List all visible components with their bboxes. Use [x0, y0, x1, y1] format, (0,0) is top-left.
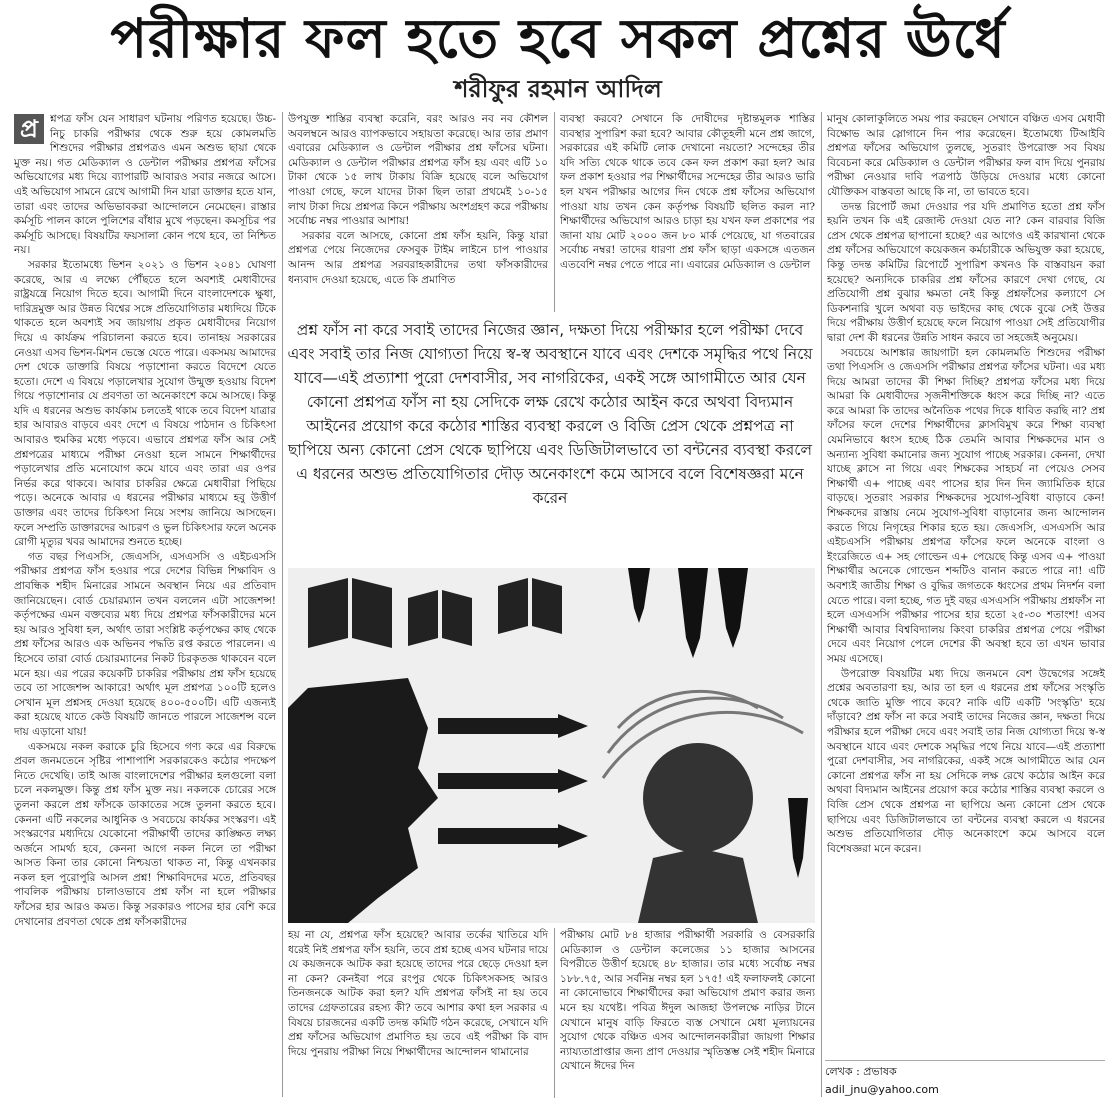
paragraph: সবচেয়ে আশঙ্কার জায়গাটা হল কোমলমতি শিশুদের পরীক্ষা তথা পিএসসি ও জেএসসি পরীক্ষার প্রশ্নপত্র ফাঁসের ঘটনা। এর মধ্য দিয়ে আমরা তাদের কী শিক্ষা দিচ্ছি? প্রশ্নপত্র ফাঁসের মধ্য দিয়ে আমরা কি মেধাবীদের সৃজনীশক্তিকে ধ্বংস করে দিচ্ছি না? এতে করে আমরা কি তাদের অনৈতিক পথের দিকে ধাবিত করছি না? প্রশ্ন ফাঁসের ফলে দেশের শিক্ষার্থীদের ক্লাসবিমুখ করে শিক্ষা ব্যবস্থা যেমনিভাবে ধ্বংস হচ্ছে ঠিক তেমনি আবার শিক্ষকদের মান ও অন্যান্য সুবিধা কমানোর জন্য সুযোগ পাচ্ছে সরকার। কেননা, দেখা যাচ্ছে ক্লাসে না গিয়ে এবং শিক্ষকের সাহচর্য না পেয়েও সেসব শিক্ষার্থী এ+ পাচ্ছে এবং পাসের হার দিন দিন জ্যামিতিক হারে বাড়ছে। সুতরাং সরকার শিক্ষকদের সুযোগ-সুবিধা বাড়াবে কেন! শিক্ষকদের রাস্তায় নেমে সুযোগ-সুবিধা বাড়ানোর জন্য আন্দোলন করতে গিয়ে নিগৃহের শিকার হতে হয়। জেএসসি, এসএসসি আর এইচএসসি পরীক্ষায় প্রশ্নপত্র ফাঁসের ফলে অনেকে বাংলা ও ইংরেজিতে এ+ সহ গোল্ডেন এ+ পেয়েছে কিন্তু এসব এ+ পাওয়া শিক্ষার্থীর অনেকে গোল্ডেন শব্দটিও বানান করতে পারে না! এটি অবশ্যই জাতীয় শিক্ষা ও বুদ্ধির জগতকে ধ্বংসের প্রথম নিদর্শন বলা যেতে পারে। বলা হচ্ছে, গত দুই বছর এসএসসি পরীক্ষায় প্রশ্নফাঁস না হলে এসএসসি পরীক্ষার পাসের হার হতো ২৫-৩০ শতাংশ! এসব শিক্ষার্থী আবার বিশ্ববিদ্যালয় কিংবা চাকরির প্রশ্নপত্র পেয়ে পরীক্ষা দেবে এবং নিয়োগ পেলে দেশের কী অবস্থা হবে তা এখন ভাবার সময় এসেছে।: [827, 346, 1105, 665]
author-label: লেখক : প্রভাষক: [825, 1065, 897, 1078]
paragraph: তদন্ত রিপোর্ট জমা দেওয়ার পর যদি প্রমাণিত হতো প্রশ্ন ফাঁস হয়নি তখন কি এই রেজাল্ট দেওয়া যেত না? কেন বারবার বিজি প্রেস থেকে প্রশ্নপত্র ছাপানো হচ্ছে? এর আগেও এই কারখানা থেকে প্রশ্ন ফাঁসের অভিযোগে কয়েকজন কর্মচারীকে অভিযুক্ত করা হয়েছে, কিন্তু তদন্ত কমিটির রিপোর্টে সুপারিশ কখনও কি বাস্তবায়ন করা হয়েছে? অন্যদিকে চাকরির প্রশ্ন ফাঁসের কারণে দেখা গেছে, যে প্রতিযোগী প্রশ্ন বুঝার ক্ষমতা নেই কিন্তু প্রশ্নফাঁসের কল্যাণে সে ডিকশনারি খুলে অথবা বড় ভাইদের কাছ থেকে বুঝে সেই উত্তর দিয়ে পরীক্ষায় উত্তীর্ণ হয়েছে ফলে নিয়োগ পাওয়া সেই প্রতিযোগীর দ্বারা দেশ কী ধরনের উন্নতি সাধন করবে তা সহজেই অনুমেয়।: [827, 200, 1105, 344]
byline: শরীফুর রহমান আদিল: [454, 74, 662, 103]
column-rule: [282, 112, 283, 1097]
paragraph: পরীক্ষায় মোট ৮৪ হাজার পরীক্ষার্থী সরকারি ও বেসরকারি মেডিক্যাল ও ডেন্টাল কলেজের ১১ হাজার আসনের বিপরীতে উত্তীর্ণ হয়েছে ৪৮ হাজার। তার মধ্যে সর্বোচ্চ নম্বর ১৮৮.৭৫, আর সর্বনিম্ন নম্বর হল ১৭৫! এই ফলাফলই কোনো না কোনোভাবে শিক্ষার্থীদের করা অভিযোগ প্রমাণ করার জন্য মনে হয় যথেষ্ট। পবিত্র ঈদুল আজহা উপলক্ষে নাড়ির টানে যেখানে মানুষ বাড়ি ফিরতে ব্যস্ত সেখানে মেধা মূল্যায়নের সুযোগ থেকে বঞ্চিত এসব আন্দোলনকারীরা জায়গা শিক্ষার ন্যায্যতাপ্রাপ্তার জন্য প্রাণ দেওয়ার স্মৃতিস্তম্ভ সেই শহীদ মিনারে যেখানে ঈদের দিন: [560, 929, 815, 1073]
paragraph: ব্যবস্থা করবে? সেখানে কি দোষীদের দৃষ্টান্তমূলক শাস্তির ব্যবস্থার সুপারিশ করা হবে? আবার কৌতূহলী মনে প্রশ্ন জাগে, সরকারের এই কমিটি লোক দেখানো নয়তো? সন্দেহের তীর যদি সত্যি থেকে থাকে তবে কেন ফল প্রকাশ করা হল? আর ফল প্রকাশ হওয়ার পর শিক্ষার্থীদের সন্দেহের তীর আরও ভারি হল যখন পরীক্ষার আগের দিন থেকে প্রশ্ন ফাঁসের অভিযোগ পাওয়া যায় তখন কেন কর্তৃপক্ষ বিষয়টি ছলিত করল না? শিক্ষার্থীদের অভিযোগ আরও চাড়া হয় যখন ফল প্রকাশের পর জানা যায় মোট ২০০০ জন ৮০ মার্ক পেয়েছে, যা গতবারের সর্বোচ্চ নম্বর! তাদের ধারণা প্রশ্ন ফাঁস ছাড়া একসঙ্গে এতজন এতবেশি নম্বর পেতে পারে না। এবারের মেডিক্যাল ও ডেন্টাল: [560, 113, 815, 271]
illustration-art: [288, 568, 815, 923]
signature-divider: [825, 1060, 1105, 1061]
headline: পরীক্ষার ফল হতে হবে সকল প্রশ্নের ঊর্ধে: [110, 6, 1006, 70]
illustration: [288, 568, 815, 923]
paragraph: সরকার বলে আসছে, কোনো প্রশ্ন ফাঁস হয়নি, কিন্তু যারা প্রশ্নপত্র পেয়ে নিজেদের ফেসবুক টাইম লাইনে চাপ পাওয়ার আনন্দ আর প্রশ্নপত্র সরবরাহকারীদের তথা ফাঁসকারীদের ধন্যবাদ দেওয়া হয়েছে, এতে কি প্রমাণিত: [288, 229, 548, 286]
paragraph: উপযুক্ত শাস্তির ব্যবস্থা করেনি, বরং আরও নব নব কৌশল অবলম্বনে আরও ব্যাপকভাবে সহায়তা করেছে। আর তার প্রমাণ এবারের মেডিক্যাল ও ডেন্টাল পরীক্ষার প্রশ্ন ফাঁসের ঘটনা। মেডিক্যাল ও ডেন্টাল পরীক্ষার প্রশ্নপত্র ফাঁস হয় এবং এটি ১০ টাকা থেকে ১৫ লাখ টাকায় বিক্রি হয়েছে বলে অভিযোগ পাওয়া গেছে, ফলে যাদের টাকা ছিল তারা প্রথমেই ১০-১৫ লাখ টাকা দিয়ে প্রশ্নপত্র কিনে পরীক্ষায় অংশগ্রহণ করে পরীক্ষায় সর্বোচ্চ নম্বর পাওয়ার আশায়!: [288, 113, 548, 228]
dropcap: প্র: [14, 114, 44, 144]
article-column-4: [827, 112, 1105, 1056]
paragraph: মানুষ কোলাকুলিতে সময় পার করছেন সেখানে বঞ্চিত এসব মেধাবী বিক্ষোভ আর স্লোগানে দিন পার করেছেন। ইতোমধ্যে টিআইবি প্রশ্নপত্র ফাঁসের অভিযোগ তুলছে, সুতরাং উপরোক্ত সব বিষয় বিবেচনা করে মেডিক্যাল ও ডেন্টাল পরীক্ষার ফল বাদ দিয়ে পুনরায় পরীক্ষা নেওয়ার দাবি পত্রপাঠ উড়িয়ে দেওয়ার মধ্যে কোনো যৌক্তিকস বাস্তবতা আছে কি না, তা ভাবতে হবে।: [827, 113, 1105, 198]
paragraph: সরকার ইতোমধ্যে ভিশন ২০২১ ও ভিশন ২০৪১ ঘোষণা করেছে, আর এ লক্ষ্যে পৌঁছতে হলে অবশ্যই মেধাবীদের রাষ্ট্রযন্ত্রে নিয়োগ দিতে হবে। আগামী দিনে বাংলাদেশকে ক্ষুধা, দারিদ্রমুক্ত আর উন্নত বিশ্বের সঙ্গে প্রতিযোগিতার মধ্যদিয়ে টিকে থাকতে হলে অবশ্যই সব জায়গায় প্রকৃত মেধাবীদের নিয়োগ দিয়ে এ কার্যক্রম পরিচালনা করতে হবে। তানাহয় সরকারের নেওয়া এসব ভিশন-মিশন ভেস্তে যেতে পারে। একসময় আমাদের দেশ থেকে ডাক্তারি বিষয়ে পড়াশোনা করতে বিদেশে যেতে হতো। দেশে এ বিষয়ে পড়ালেখার সুযোগ উন্মুক্ত হওয়ায় বিদেশ গিয়ে পড়াশোনার যে প্রবণতা তা অনেকাংশে কমে আসছে। কিন্তু যদি এ ধরনের অশুভ কার্যকাম চলতেই থাকে তবে বিদেশ যাত্রার হার আবারও বাড়বে এবং দেশে এ বিষয়ে পাঠদান ও চিকিৎসা আবারও হুমকির মধ্যে পড়বে। এভাবে প্রশ্নপত্র ফাঁস আর সেই প্রশ্নপত্রের মাধ্যমে পরীক্ষা নেওয়া হলে সামনে শিক্ষার্থীদের পড়ালেখার প্রতি মনোযোগ কমে যাবে এবং তারা এর ওপর নির্ভর করে থাকবে। আবার চাকরির ক্ষেত্রে মেধাবীরা পিছিয়ে পড়ে। অনেকে আবার এ ধরনের পরীক্ষার মাধ্যমে হবু উত্তীর্ণ ডাক্তার এবং তাদের চিকিৎসা নিয়ে সংশয় জানিয়ে আসছেন। ফলে সম্প্রতি ডাক্তারদের আচরণ ও ভুল চিকিৎসার ফলে অনেক রোগী মৃত্যুর খবর আমাদের শুনতে হচ্ছে।: [14, 258, 276, 549]
article-column-2: [288, 112, 548, 312]
paragraph: গত বছর পিএসসি, জেএসসি, এসএসসি ও এইচএসসি পরীক্ষার প্রশ্নপত্র ফাঁস হওয়ার পরে দেশের বিভিন্ন শিক্ষাবিদ ও প্রাবন্ধিক শহীদ মিনারের সামনে অবস্থান নিয়ে এর প্রতিবাদ জানিয়েছেন। বোর্ড চেয়ারম্যান তখন বললেন এটা সাজেশন্স! কর্তৃপক্ষের এমন বক্তব্যের মধ্য দিয়ে প্রশ্নপত্র ফাঁসকারীদের মনে হয় আরও সুবিধা হল, অর্থাৎ তারা সংশ্লিষ্ট কর্তৃপক্ষের কাছ থেকে প্রশ্ন ফাঁসের আরও এক অভিনব পদ্ধতি রপ্ত করতে পারলেন। এ হিসেবে তারা বোর্ড চেয়ারম্যানের নিকট চিরকৃতজ্ঞ থাকবেন বলে মনে হয়। এর পরের কয়েকটি চাকরির পরীক্ষায় প্রশ্ন ফাঁস হয়েছে তবে তা সাজেশন্স আকারে! অর্থাৎ মূল প্রশ্নপত্র ১০০টি হলেও সেখান মূল প্রশ্নসহ দেওয়া হয়েছে ৪০০-৫০০টি। এটি এজন্যই করা হয়েছে যাতে কেউ বিষয়টি জানতে পারলে সাজেশন্স বলে দায় এড়ানো যায়!: [14, 550, 276, 738]
article-column-1: [14, 112, 276, 1097]
paragraph: উপরোক্ত বিষয়টির মধ্য দিয়ে জনমনে বেশ উদ্বেগের সঙ্গেই প্রশ্নের অবতারণা হয়, আর তা হল এ ধরনের প্রশ্ন ফাঁসের সংস্কৃতি থেকে জাতি মুক্তি পাবে কবে? নাকি এটি একটি 'সংস্কৃতি' হয়ে দাঁড়াবে? প্রশ্ন ফাঁস না করে সবাই তাদের নিজের জ্ঞান, দক্ষতা দিয়ে পরীক্ষার হলে পরীক্ষা দেবে এবং সবাই তার নিজ যোগ্যতা দিয়ে স্ব-স্ব অবস্থানে যাবে এবং দেশকে সমৃদ্ধির পথে নিয়ে যাবে—এই প্রত্যাশা পুরো দেশবাসীর, সব নাগরিকের, একই সঙ্গে আগামীতে আর যেন কোনো প্রশ্নপত্র ফাঁস না হয় সেদিকে লক্ষ রেখে কঠোর আইন করে অথবা বিদ্যমান আইনের প্রয়োগ করে কঠোর শাস্তির ব্যবস্থা করলে ও বিজি প্রেস থেকে প্রশ্নপত্র না ছাপিয়ে অন্য কোনো প্রেস থেকে ছাপিয়ে এবং ডিজিটালভাবে তা বন্টনের ব্যবস্থা করলে এ ধরনের অশুভ প্রতিযোগিতার দৌড় অনেকাংশে কমে আসবে বলে বিশেষজ্ঞরা মনে করেন।: [827, 667, 1105, 855]
article-column-2-bottom: [288, 928, 548, 1098]
column-rule: [554, 928, 555, 1098]
author-email[interactable]: adil_jnu@yahoo.com: [825, 1083, 939, 1096]
article-column-3-bottom: [560, 928, 815, 1098]
paragraph: একসময়ে নকল করাকে চুরি হিসেবে গণ্য করে এর বিরুদ্ধে প্রবল জনমতেনে সৃষ্টির পাশাপাশি সরকারকেও কঠোর পদক্ষেপ নিতে দেখেছি। তাই আজ বাংলাদেশের পরীক্ষার হলগুলো বলা চলে নকলমুক্ত। কিন্তু প্রশ্ন ফাঁস মুক্ত নয়। নকলকে চোরের সঙ্গে তুলনা করলে প্রশ্ন ফাঁসকে ডাকাতের সঙ্গে তুলনা করতে হবে। কেননা এটি নকলের আধুনিক ও সবচেয়ে কার্যকর সংস্করণ। এই সংস্করণের মধ্যদিয়ে যেকোনো পরীক্ষার্থী তাদের কাঙ্ক্ষিত লক্ষ্য অর্জনে সামর্থ্য হবে, কেননা আগে নকল নিলে তা পরীক্ষা আসত কিনা তার কোনো নিশ্চয়তা থাকত না, কিন্তু এখনকার নকল হল পুরোপুরি আসল প্রশ্ন! শিক্ষাবিদদের মতে, প্রতিবছর পাবলিক পরীক্ষায় চালাওভাবে প্রশ্ন ফাঁস না হলে পরীক্ষার ফাঁসের হার আরও কমত। কিন্তু সরকারও পাসের হার বেশি করে দেখানোর প্রবণতা থেকে প্রশ্ন ফাঁসকারীদের: [14, 740, 276, 928]
column-rule: [821, 112, 822, 1097]
article-column-3: [560, 112, 815, 312]
pull-quote: প্রশ্ন ফাঁস না করে সবাই তাদের নিজের জ্ঞান, দক্ষতা দিয়ে পরীক্ষার হলে পরীক্ষা দেবে এবং সবাই তার নিজ যোগ্যতা দিয়ে স্ব-স্ব অবস্থানে যাবে এবং দেশকে সমৃদ্ধির পথে নিয়ে যাবে—এই প্রত্যাশা পুরো দেশবাসীর, সব নাগরিকের, একই সঙ্গে আগামীতে আর যেন কোনো প্রশ্নপত্র ফাঁস না হয় সেদিকে লক্ষ রেখে কঠোর আইন করে অথবা বিদ্যমান আইনের প্রয়োগ করে কঠোর শাস্তির ব্যবস্থা করলে ও বিজি প্রেস থেকে প্রশ্নপত্র না ছাপিয়ে অন্য কোনো প্রেস থেকে ছাপিয়ে এবং ডিজিটালভাবে তা বন্টনের ব্যবস্থা করলে এ ধরনের অশুভ প্রতিযোগিতার দৌড় অনেকাংশে কমে আসবে বলে বিশেষজ্ঞরা মনে করেন: [287, 321, 813, 507]
paragraph: হয় না যে, প্রশ্নপত্র ফাঁস হয়েছে? আবার তর্কের খাতিরে যদি ধরেই নিই প্রশ্নপত্র ফাঁস হয়নি, তবে প্রশ্ন হচ্ছে এসব ঘটনার দায়ে যে কয়জনকে আটক করা হয়েছে তাদের পরে ছেড়ে দেওয়া হল না কেন? কেনইবা পরে রংপুর থেকে চিকিৎসকসহ আরও তিনজনকে আটক করা হল? যদি প্রশ্নপত্র ফাঁসই না হয় তবে তাদের গ্রেফতারের রহস্য কী? তবে আশার কথা হল সরকার এ বিষয়ে চারজনের একটি তদন্ত কমিটি গঠন করেছে, সেখানে যদি প্রশ্ন ফাঁসের অভিযোগ প্রমাণিত হয় তবে এই পরীক্ষা কি বাদ দিয়ে পুনরায় পরীক্ষা নিয়ে শিক্ষার্থীদের আন্দোলন থামানোর: [288, 929, 548, 1058]
column-rule: [554, 112, 555, 312]
paragraph: শ্নপত্র ফাঁস যেন সাধারণ ঘটনায় পরিণত হয়েছে। উচ্চ-নিচু চাকরি পরীক্ষার থেকে শুরু হয়ে কোমলমতি শিশুদের পরীক্ষার প্রশ্নপত্রও এমন অশুভ ছায়া থেকে মুক্ত নয়। গত মেডিক্যাল ও ডেন্টাল পরীক্ষার প্রশ্নপত্র ফাঁসের অভিযোগের মধ্য দিয়ে ব্যাপারটি আবারও সবার নজরে আসে। এই অভিযোগ সামনে রেখে আগামী দিন যারা ডাক্তার হতে যান, তারা এবং তাদের অভিভাবকরা আন্দোলনে নেমেছেন। রাস্তার কর্মসূচি পালন কালে পুলিশের বাঁধার মুখে পড়ছেন। কমসূচির পর কর্মসূচি আসছে। বিষয়টির ফয়সালা কোন পথে হবে, তা নিশ্চিত নয়।: [14, 113, 276, 257]
